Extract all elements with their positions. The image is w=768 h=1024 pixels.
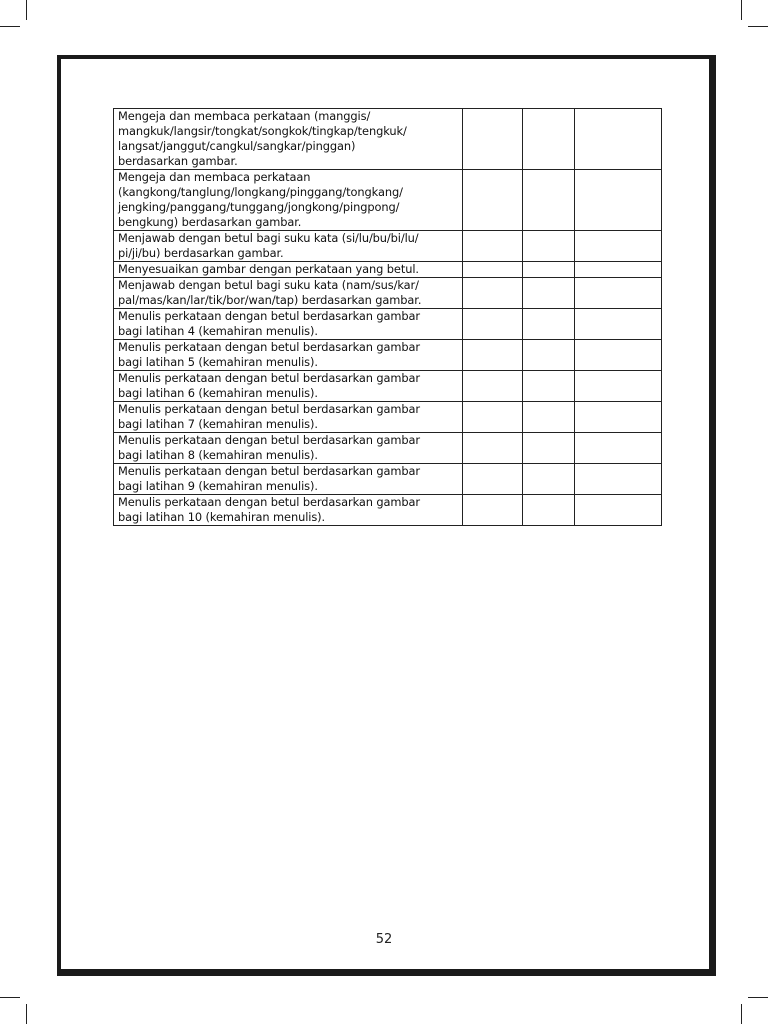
skill-description-cell xyxy=(114,495,463,526)
skill-description-cell xyxy=(114,371,463,402)
skill-description-cell xyxy=(114,340,463,371)
mark-cell-3[interactable] xyxy=(575,109,662,170)
crop-mark-top-right-h xyxy=(748,26,768,27)
skill-description-line: Menulis perkataan dengan betul berdasarkan gambar xyxy=(118,340,420,354)
skill-description-cell xyxy=(114,464,463,495)
skill-description-line: bagi latihan 8 (kemahiran menulis). xyxy=(118,448,318,462)
mark-cell-3[interactable] xyxy=(575,309,662,340)
skill-description-line: bagi latihan 7 (kemahiran menulis). xyxy=(118,417,318,431)
skill-description-line: jengking/panggang/tunggang/jongkong/pingpong/ xyxy=(118,200,400,214)
mark-cell-3[interactable] xyxy=(575,170,662,231)
table-row xyxy=(114,464,662,495)
mark-cell-1[interactable] xyxy=(463,495,523,526)
table-row xyxy=(114,340,662,371)
skill-description-line: bagi latihan 10 (kemahiran menulis). xyxy=(118,510,326,524)
skill-description-cell xyxy=(114,278,463,309)
skill-description-line: bagi latihan 4 (kemahiran menulis). xyxy=(118,324,318,338)
checklist-body xyxy=(114,109,662,526)
mark-cell-1[interactable] xyxy=(463,170,523,231)
mark-cell-1[interactable] xyxy=(463,340,523,371)
mark-cell-2[interactable] xyxy=(523,340,575,371)
mark-cell-1[interactable] xyxy=(463,371,523,402)
mark-cell-3[interactable] xyxy=(575,402,662,433)
page-number: 52 xyxy=(375,932,393,947)
skills-checklist-table xyxy=(113,108,662,526)
table-row xyxy=(114,433,662,464)
mark-cell-1[interactable] xyxy=(463,309,523,340)
mark-cell-2[interactable] xyxy=(523,495,575,526)
table-row xyxy=(114,109,662,170)
skill-description-line: bengkung) berdasarkan gambar. xyxy=(118,215,302,229)
skill-description-cell xyxy=(114,309,463,340)
mark-cell-3[interactable] xyxy=(575,278,662,309)
skill-description-line: Menulis perkataan dengan betul berdasarkan gambar xyxy=(118,309,420,323)
table-row xyxy=(114,309,662,340)
skill-description-line: Menjawab dengan betul bagi suku kata (nam/sus/kar/ xyxy=(118,278,419,292)
mark-cell-2[interactable] xyxy=(523,309,575,340)
skill-description-line: (kangkong/tanglung/longkang/pinggang/tongkang/ xyxy=(118,185,403,199)
skill-description-cell xyxy=(114,262,463,278)
mark-cell-2[interactable] xyxy=(523,109,575,170)
crop-mark-bottom-left-h xyxy=(0,997,20,998)
skill-description-line: bagi latihan 5 (kemahiran menulis). xyxy=(118,355,318,369)
mark-cell-3[interactable] xyxy=(575,262,662,278)
crop-mark-top-left-v xyxy=(26,0,27,20)
skill-description-line: Mengeja dan membaca perkataan (manggis/ xyxy=(118,109,371,123)
mark-cell-3[interactable] xyxy=(575,340,662,371)
skill-description-line: bagi latihan 9 (kemahiran menulis). xyxy=(118,479,318,493)
crop-mark-top-right-v xyxy=(741,0,742,20)
skill-description-line: Menulis perkataan dengan betul berdasarkan gambar xyxy=(118,495,420,509)
mark-cell-1[interactable] xyxy=(463,464,523,495)
skill-description-line: mangkuk/langsir/tongkat/songkok/tingkap/tengkuk/ xyxy=(118,124,407,138)
crop-mark-bottom-right-h xyxy=(748,997,768,998)
mark-cell-1[interactable] xyxy=(463,231,523,262)
mark-cell-3[interactable] xyxy=(575,371,662,402)
table-row xyxy=(114,371,662,402)
crop-mark-top-left-h xyxy=(0,26,20,27)
mark-cell-2[interactable] xyxy=(523,464,575,495)
skill-description-line: berdasarkan gambar. xyxy=(118,154,238,168)
mark-cell-1[interactable] xyxy=(463,109,523,170)
skill-description-line: Menulis perkataan dengan betul berdasarkan gambar xyxy=(118,464,420,478)
table-row xyxy=(114,278,662,309)
skill-description-cell xyxy=(114,433,463,464)
table-row xyxy=(114,402,662,433)
skill-description-line: Menulis perkataan dengan betul berdasarkan gambar xyxy=(118,433,420,447)
skill-description-cell xyxy=(114,231,463,262)
mark-cell-2[interactable] xyxy=(523,231,575,262)
skill-description-line: langsat/janggut/cangkul/sangkar/pinggan) xyxy=(118,139,356,153)
crop-mark-bottom-right-v xyxy=(741,1004,742,1024)
skill-description-line: Menulis perkataan dengan betul berdasarkan gambar xyxy=(118,402,420,416)
table-row xyxy=(114,170,662,231)
mark-cell-2[interactable] xyxy=(523,371,575,402)
mark-cell-3[interactable] xyxy=(575,231,662,262)
mark-cell-1[interactable] xyxy=(463,433,523,464)
skill-description-line: Menulis perkataan dengan betul berdasarkan gambar xyxy=(118,371,420,385)
skill-description-line: Menjawab dengan betul bagi suku kata (si/lu/bu/bi/lu/ xyxy=(118,231,419,245)
skill-description-cell xyxy=(114,402,463,433)
mark-cell-3[interactable] xyxy=(575,464,662,495)
skill-description-cell xyxy=(114,109,463,170)
table-row xyxy=(114,495,662,526)
mark-cell-2[interactable] xyxy=(523,433,575,464)
mark-cell-3[interactable] xyxy=(575,433,662,464)
table-row xyxy=(114,262,662,278)
mark-cell-2[interactable] xyxy=(523,262,575,278)
mark-cell-3[interactable] xyxy=(575,495,662,526)
skill-description-line: pi/ji/bu) berdasarkan gambar. xyxy=(118,246,284,260)
skill-description-line: bagi latihan 6 (kemahiran menulis). xyxy=(118,386,318,400)
mark-cell-2[interactable] xyxy=(523,402,575,433)
table-row xyxy=(114,231,662,262)
skill-description-line: Menyesuaikan gambar dengan perkataan yang betul. xyxy=(118,262,419,276)
mark-cell-1[interactable] xyxy=(463,262,523,278)
mark-cell-2[interactable] xyxy=(523,278,575,309)
mark-cell-1[interactable] xyxy=(463,278,523,309)
skill-description-line: Mengeja dan membaca perkataan xyxy=(118,170,311,184)
mark-cell-1[interactable] xyxy=(463,402,523,433)
crop-mark-bottom-left-v xyxy=(26,1004,27,1024)
skill-description-line: pal/mas/kan/lar/tik/bor/wan/tap) berdasarkan gambar. xyxy=(118,293,422,307)
mark-cell-2[interactable] xyxy=(523,170,575,231)
skill-description-cell xyxy=(114,170,463,231)
